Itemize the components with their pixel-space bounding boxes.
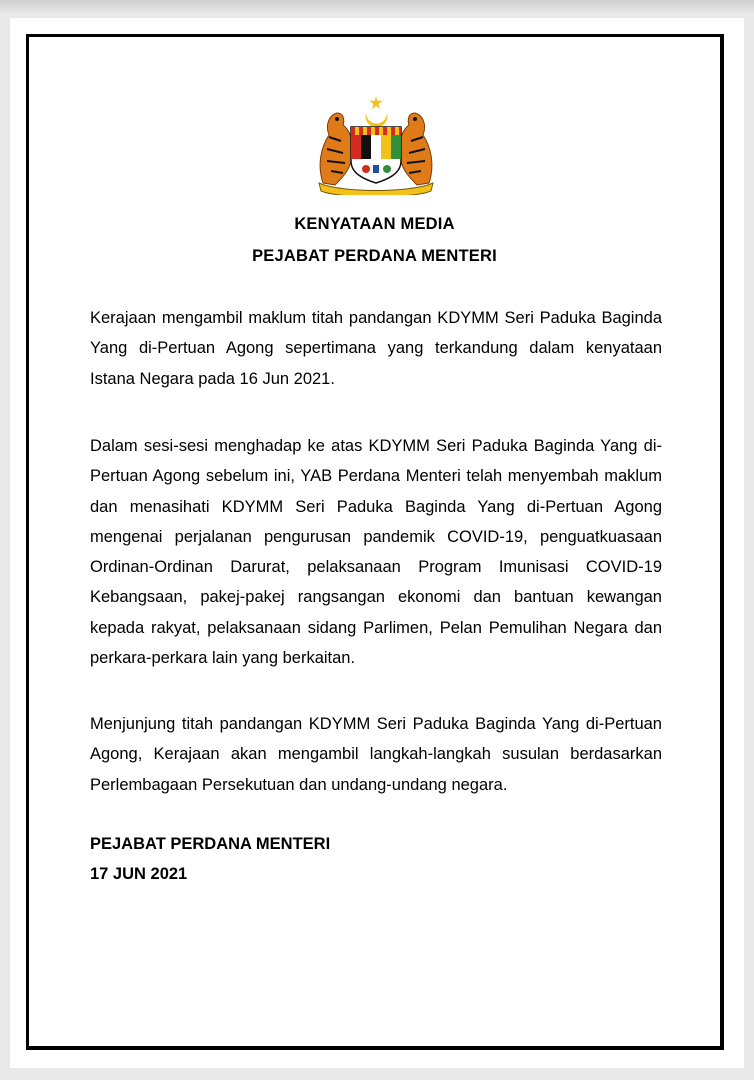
signoff-date: 17 JUN 2021 xyxy=(90,865,188,883)
signoff-office: PEJABAT PERDANA MENTERI xyxy=(90,835,331,853)
document-border-frame xyxy=(26,34,724,1050)
malaysia-coat-of-arms-icon xyxy=(311,95,441,195)
document-subtitle: PEJABAT PERDANA MENTERI xyxy=(252,247,497,265)
paragraph-3: Menjunjung titah pandangan KDYMM Seri Paduka Baginda Yang di-Pertuan Agong, Kerajaan akan mengambil langkah-langkah susulan berdasarkan Perlembagaan Persekutuan dan undang-undang negara. xyxy=(90,715,662,794)
document-title: KENYATAAN MEDIA xyxy=(294,215,455,233)
viewer-top-shadow xyxy=(0,0,754,14)
paragraph-2: Dalam sesi-sesi menghadap ke atas KDYMM Seri Paduka Baginda Yang di-Pertuan Agong sebelum ini, YAB Perdana Menteri telah menyembah maklum dan menasihati KDYMM Seri Paduka Baginda Yang di-Pertuan Agong mengenai perjalanan pengurusan pandemik COVID-19, penguatkuasaan Ordinan-Ordinan Darurat, pelaksanaan Program Imunisasi COVID-19 Kebangsaan, pakej-pakej rangsangan ekonomi dan bantuan kewangan kepada rakyat, pelaksanaan sidang Parlimen, Pelan Pemulihan Negara dan perkara-perkara lain yang berkaitan. xyxy=(90,437,662,668)
paragraph-1: Kerajaan mengambil maklum titah pandangan KDYMM Seri Paduka Baginda Yang di-Pertuan Agong sepertimana yang terkandung dalam kenyataan Istana Negara pada 16 Jun 2021. xyxy=(90,309,662,388)
